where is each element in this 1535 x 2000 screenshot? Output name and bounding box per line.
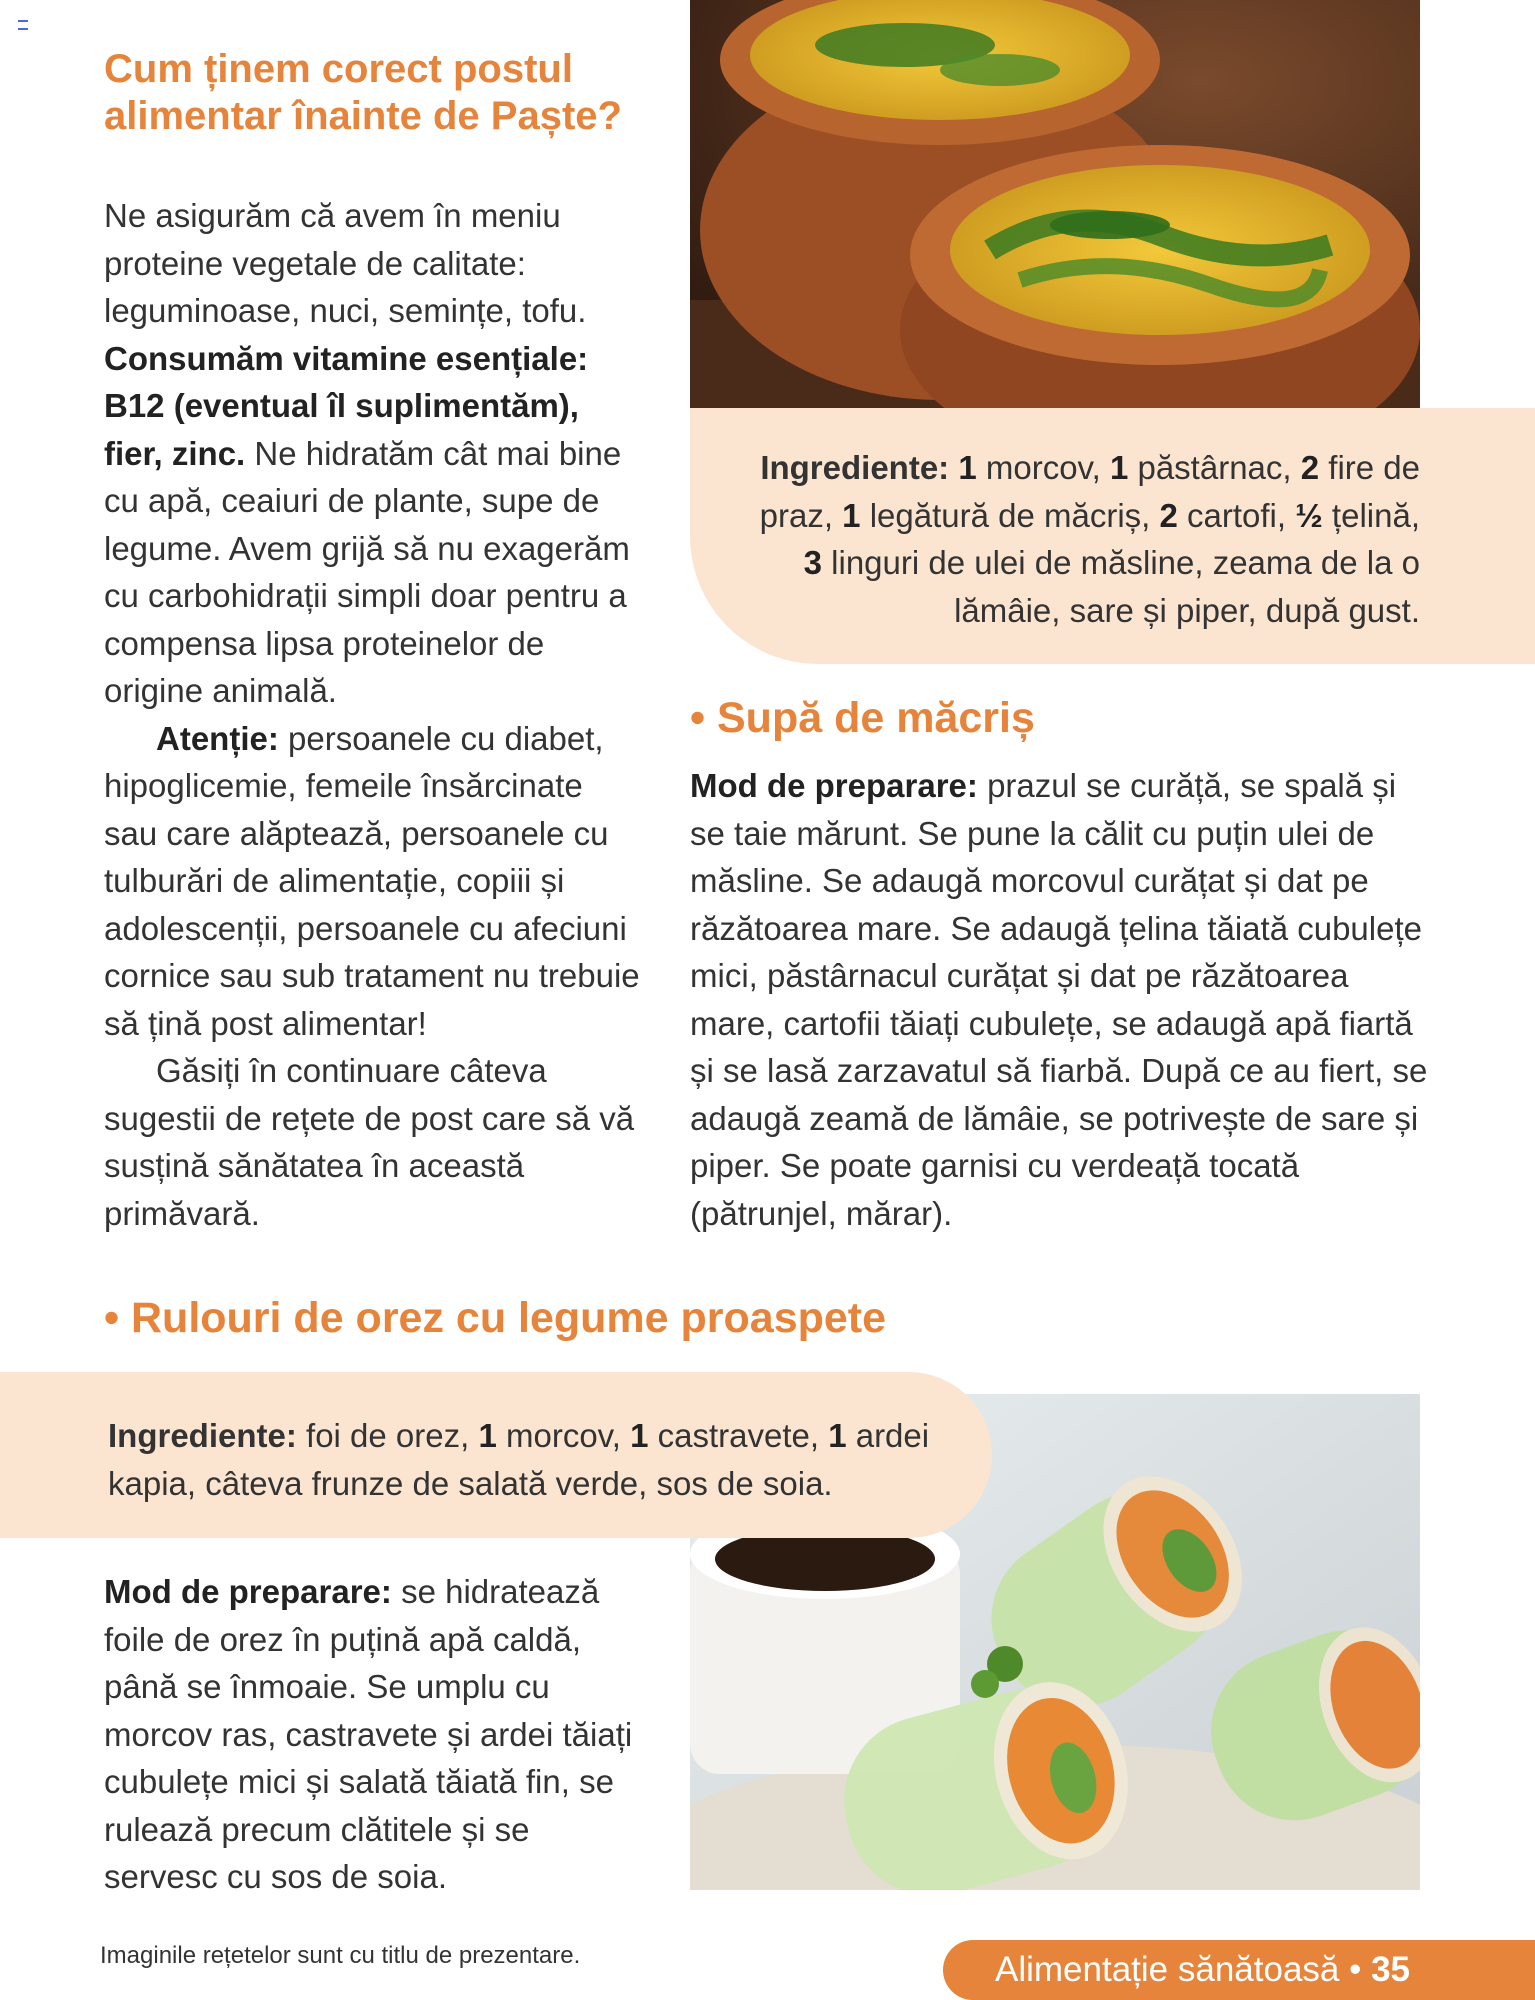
article-title: Cum ținem corect postul alimentar înainte de Paște? — [104, 47, 622, 138]
section-name: Alimentație sănătoasă • — [995, 1950, 1372, 1989]
article-body — [104, 192, 644, 1237]
corner-mark — [18, 20, 28, 30]
section-footer-tab — [943, 1940, 1535, 2000]
soup-photo — [690, 0, 1420, 408]
paragraph-warning: Atenție: persoanele cu diabet, hipoglicemie, femeile însărcinate sau care alăptează, persoanele cu tulburări de alimentație, copiii și adolescenții, persoanele cu afeciuni cornice sau sub tratament nu trebuie să țină post alimentar! — [104, 719, 640, 1042]
image-disclaimer: Imaginile rețetelor sunt cu titlu de prezentare. — [100, 1942, 581, 1969]
soup-recipe-title: • Supă de măcriș — [690, 694, 1035, 742]
rolls-preparation: Mod de preparare: se hidratează foile de orez în puțină apă caldă, până se înmoaie. Se umplu cu morcov ras, castravete și ardei tăiați cubulețe mici și salată tăiată fin, se rulează precum clătitele și se servesc cu sos de soia. — [104, 1573, 633, 1895]
soup-ingredients: Ingrediente: 1 morcov, 1 păstârnac, 2 fire de praz, 1 legătură de măcriș, 2 cartofi, ½ țelină, 3 linguri de ulei de măsline, zeama de la o lămâie, sare și piper, după gust. — [759, 449, 1420, 629]
page-number: 35 — [1371, 1950, 1411, 1989]
rolls-ingredients: Ingrediente: foi de orez, 1 morcov, 1 castravete, 1 ardei kapia, câteva frunze de salată verde, sos de soia. — [108, 1417, 930, 1502]
paragraph-1: Ne asigurăm că avem în meniu proteine vegetale de calitate: leguminoase, nuci, semințe, tofu. Consumăm vitamine esențiale: B12 (eventual îl suplimentăm), fier, zinc. Ne hidratăm cât mai bine cu apă, ceaiuri de plante, supe de legume. Avem grijă să nu exagerăm cu carbohidrații simpli doar pentru a compensa lipsa proteinelor de origine animală. — [104, 197, 630, 709]
paragraph-3: Găsiți în continuare câteva sugestii de rețete de post care să vă susțină sănătatea în această primăvară. — [104, 1052, 635, 1232]
rolls-recipe-title: • Rulouri de orez cu legume proaspete — [104, 1294, 887, 1342]
soup-preparation: Mod de preparare: prazul se curăță, se spală și se taie mărunt. Se pune la călit cu puțin ulei de măsline. Se adaugă morcovul curățat și dat pe răzătoarea mare. Se adaugă țelina tăiată cubulețe mici, păstârnacul curățat și dat pe răzătoarea mare, cartofii tăiați cubulețe, se adaugă apă fiartă și se lasă zarzavatul să fiarbă. După ce au fiert, se adaugă zeamă de lămâie, se potrivește de sare și piper. Se poate garnisi cu verdeață tocată (pătrunjel, mărar). — [690, 767, 1428, 1232]
